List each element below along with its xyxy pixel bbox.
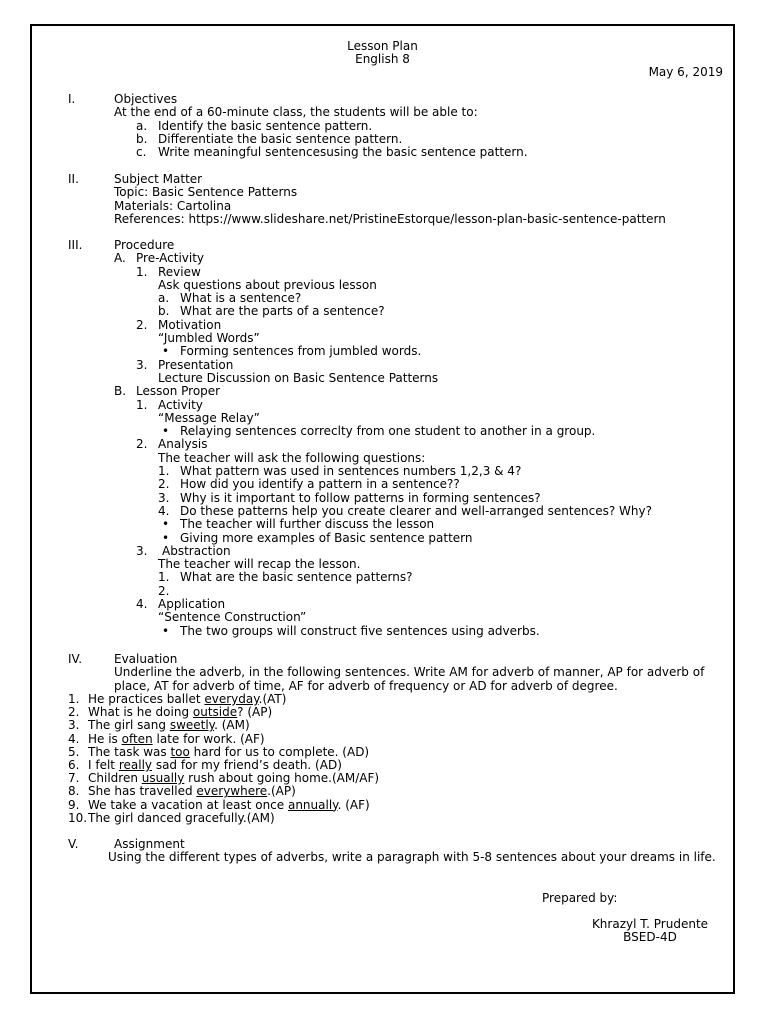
section-number: V. [68, 837, 79, 851]
item-marker: 3. [158, 490, 170, 505]
item-text: late for work. (AF) [152, 731, 265, 746]
pre-activity-heading [114, 252, 734, 265]
review-question [114, 292, 734, 305]
prepared-by-label: Prepared by: [542, 891, 618, 905]
item-text: Lesson Proper [136, 384, 221, 399]
section-body [114, 239, 734, 638]
item-text: .(AT) [258, 692, 287, 706]
item-marker: 2. [136, 437, 148, 452]
item-marker: 4. [158, 503, 170, 518]
item-text: . (AF) [337, 797, 370, 812]
section-title: Evaluation [114, 652, 178, 666]
item-text: rush about going home.(AM/AF) [184, 771, 380, 786]
analysis-question [114, 465, 734, 478]
item-marker: 3. [136, 357, 148, 372]
item-text: Relaying sentences correclty from one student to another in a group. [180, 424, 596, 439]
application-bullet [114, 625, 734, 638]
item-text: She has travelled [88, 784, 197, 799]
item-marker: 2. [158, 477, 170, 492]
item-text: How did you identify a pattern in a sentence?? [180, 477, 460, 492]
item-text: Pre-Activity [136, 251, 205, 266]
activity-heading [114, 399, 734, 412]
bullet-icon: • [162, 424, 170, 439]
item-text: .(AP) [267, 784, 296, 799]
item-marker: a. [136, 118, 148, 133]
item-number: 10. [68, 810, 88, 825]
abstraction-question [114, 571, 734, 584]
document-title: Lesson Plan [347, 39, 418, 53]
adverb-underlined: everywhere [196, 784, 268, 799]
item-text: The girl sang [88, 718, 170, 733]
item-marker: 1. [158, 464, 170, 479]
item-text: Giving more examples of Basic sentence pattern [180, 530, 473, 545]
review-question [114, 305, 734, 318]
item-text: Differentiate the basic sentence pattern. [158, 131, 403, 146]
item-text: . (AM) [214, 718, 250, 733]
adverb-underlined: annually [287, 797, 338, 812]
item-text: Identify the basic sentence pattern. [158, 118, 373, 133]
item-marker: 1. [136, 264, 148, 279]
presentation-text: Lecture Discussion on Basic Sentence Patterns [158, 370, 439, 385]
review-heading [114, 266, 734, 279]
adverb-underlined: usually [141, 771, 185, 786]
item-text: What are the parts of a sentence? [180, 304, 385, 319]
item-text: sad for my friend’s death. (AD) [152, 757, 342, 772]
topic-line: Topic: Basic Sentence Patterns [114, 185, 298, 200]
assignment-text: Using the different types of adverbs, write a paragraph with 5-8 sentences about your dreams in life. [108, 850, 716, 865]
bullet-icon: • [162, 517, 170, 532]
abstraction-intro: The teacher will recap the lesson. [158, 557, 361, 572]
item-marker: 2. [136, 317, 148, 332]
abstraction-heading [114, 545, 734, 558]
evaluation-instructions: Underline the adverb, in the following sentences. Write AM for adverb of manner, AP for adverb of place, AT for adverb of time, AF for adverb of frequency or AD for adverb of degree. [114, 665, 705, 693]
item-text: What are the basic sentence patterns? [180, 570, 413, 585]
analysis-question [114, 492, 734, 505]
item-text: What pattern was used in sentences numbers 1,2,3 & 4? [180, 464, 522, 479]
application-heading [114, 598, 734, 611]
section-number: IV. [68, 652, 83, 666]
item-text: Motivation [158, 317, 222, 332]
adverb-underlined: outside [192, 705, 238, 720]
adverb-underlined: too [170, 744, 190, 759]
item-text: Application [158, 597, 226, 612]
item-text: He practices ballet [88, 692, 205, 706]
bullet-icon: • [162, 530, 170, 545]
item-number: 9. [68, 797, 80, 812]
item-text: Activity [158, 397, 203, 412]
item-text: The teacher will further discuss the lesson [180, 517, 435, 532]
item-marker: 1. [136, 397, 148, 412]
evaluation-list [68, 692, 734, 825]
item-number: 2. [68, 705, 80, 720]
abstraction-question [114, 585, 734, 598]
preparer-name: Khrazyl T. Prudente [591, 917, 709, 931]
item-marker: 3. [136, 543, 148, 558]
item-marker: B. [114, 384, 127, 399]
analysis-bullet [114, 532, 734, 545]
document-page [30, 24, 735, 994]
section-number: III. [68, 238, 83, 252]
item-marker: c. [136, 145, 147, 160]
motivation-name: “Jumbled Words” [158, 331, 260, 346]
activity-bullet [114, 425, 734, 438]
objective-item [114, 133, 734, 146]
analysis-question [114, 505, 734, 518]
section-body [108, 837, 734, 865]
item-text: Children [88, 771, 142, 786]
activity-name: “Message Relay” [158, 410, 260, 425]
item-number: 5. [68, 744, 80, 759]
motivation-bullet [114, 345, 734, 358]
document-header [32, 40, 733, 66]
item-text: I felt [88, 757, 119, 772]
item-text: What is he doing [88, 705, 193, 720]
item-marker: b. [158, 304, 170, 319]
item-text: The task was [88, 744, 171, 759]
document-date: May 6, 2019 [648, 65, 723, 79]
section-body [114, 653, 734, 693]
adverb-underlined: really [118, 757, 153, 772]
objective-item [114, 120, 734, 133]
item-text: hard for us to complete. (AD) [189, 744, 370, 759]
item-number: 4. [68, 731, 80, 746]
item-text: Why is it important to follow patterns in forming sentences? [180, 490, 541, 505]
application-name: “Sentence Construction” [158, 610, 307, 625]
item-marker: 1. [158, 570, 170, 585]
item-number: 8. [68, 784, 80, 799]
item-text: Do these patterns help you create clearer and well-arranged sentences? Why? [180, 503, 652, 518]
item-text: Review [158, 264, 201, 279]
document-subject: English 8 [355, 52, 410, 66]
item-number: 7. [68, 771, 80, 786]
item-number: 1. [68, 692, 80, 706]
analysis-bullet [114, 518, 734, 531]
adverb-underlined: often [121, 731, 153, 746]
item-text: The two groups will construct five sentences using adverbs. [180, 623, 540, 638]
evaluation-item [68, 812, 734, 825]
section-number: I. [68, 92, 76, 106]
bullet-icon: • [162, 623, 170, 638]
objectives-intro: At the end of a 60-minute class, the students will be able to: [114, 105, 478, 120]
section-number: II. [68, 172, 79, 186]
analysis-question [114, 478, 734, 491]
section-title: Assignment [114, 837, 185, 851]
adverb-underlined: sweetly [169, 718, 215, 733]
item-number: 3. [68, 718, 80, 733]
section-title: Objectives [114, 92, 178, 106]
motivation-heading [114, 319, 734, 332]
item-marker: 2. [158, 583, 170, 598]
analysis-heading [114, 438, 734, 451]
item-text: ? (AP) [237, 705, 273, 720]
item-text: Presentation [158, 357, 234, 372]
item-number: 6. [68, 757, 80, 772]
presentation-heading [114, 359, 734, 372]
materials-line: Materials: Cartolina [114, 198, 232, 213]
section-body [114, 93, 734, 159]
adverb-underlined: everyday [204, 692, 259, 706]
bullet-icon: • [162, 344, 170, 359]
analysis-intro: The teacher will ask the following questions: [158, 450, 426, 465]
item-marker: b. [136, 131, 148, 146]
preparer-course: BSED-4D [623, 930, 677, 944]
item-text: He is [88, 731, 122, 746]
section-body [114, 173, 734, 226]
objective-item [114, 146, 734, 159]
item-text: We take a vacation at least once [88, 797, 288, 812]
item-text: The girl danced gracefully.(AM) [88, 810, 275, 825]
lesson-proper-heading [114, 385, 734, 398]
item-text: What is a sentence? [180, 291, 302, 306]
item-marker: A. [114, 251, 126, 266]
item-text: Analysis [158, 437, 208, 452]
item-marker: 4. [136, 597, 148, 612]
section-title: Procedure [114, 238, 175, 252]
references-line: References: https://www.slideshare.net/PristineEstorque/lesson-plan-basic-sentence-pattern [114, 211, 666, 226]
item-text: Abstraction [162, 543, 231, 558]
item-text: Forming sentences from jumbled words. [180, 344, 422, 359]
review-intro: Ask questions about previous lesson [158, 277, 377, 292]
section-title: Subject Matter [114, 172, 203, 186]
item-marker: a. [158, 291, 170, 306]
signature-block [590, 918, 710, 944]
item-text: Write meaningful sentencesusing the basic sentence pattern. [158, 145, 528, 160]
